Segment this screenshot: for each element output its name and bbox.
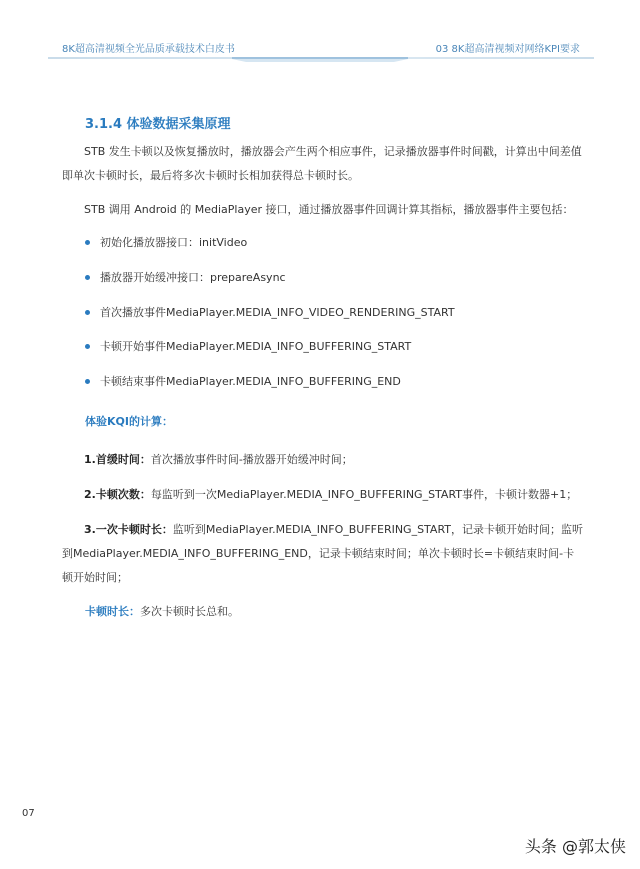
bullet-text: 卡顿开始事件MediaPlayer.MEDIA_INFO_BUFFERING_START xyxy=(100,340,412,354)
kqi-label: 2.卡顿次数： xyxy=(84,488,151,501)
kqi-heading: 体验KQI的计算： xyxy=(85,415,173,428)
bullet-dot-icon xyxy=(85,344,90,349)
bullet-dot-icon xyxy=(85,275,90,280)
list-item xyxy=(85,336,585,371)
bullet-text: 首次播放事件MediaPlayer.MEDIA_INFO_VIDEO_RENDERING_START xyxy=(100,305,455,319)
page-number: 07 xyxy=(22,808,35,819)
summary-label: 卡顿时长： xyxy=(85,605,140,618)
bullet-dot-icon xyxy=(85,379,90,384)
kqi-stall-count xyxy=(62,483,584,507)
kqi-text: 首次播放事件时间-播放器开始缓冲时间； xyxy=(150,453,353,466)
section-title: 3.1.4 体验数据采集原理 xyxy=(85,117,231,132)
kqi-label: 3.一次卡顿时长： xyxy=(84,523,173,536)
header-left-title: 8K超高清视频全光品质承载技术白皮书 xyxy=(62,44,235,55)
kqi-text: 每监听到一次MediaPlayer.MEDIA_INFO_BUFFERING_START事件，卡顿计数器+1； xyxy=(150,488,578,501)
header-right-title: 03 8K超高清视频对网络KPI要求 xyxy=(435,44,580,55)
bullet-text: 卡顿结束事件MediaPlayer.MEDIA_INFO_BUFFERING_END xyxy=(100,375,401,388)
list-item xyxy=(85,371,585,406)
paragraph-stall-principle: STB 发生卡顿以及恢复播放时，播放器会产生两个相应事件，记录播放器事件时间戳，计算出中间差值即单次卡顿时长，最后将多次卡顿时长相加获得总卡顿时长。 xyxy=(62,145,582,182)
list-item xyxy=(85,267,585,302)
header-rule-accent xyxy=(232,57,408,59)
kqi-first-buffer-time xyxy=(62,448,584,472)
kqi-single-stall-duration xyxy=(62,518,584,590)
event-bullet-list xyxy=(85,232,585,406)
header-rule-wedge xyxy=(232,59,408,62)
bullet-dot-icon xyxy=(85,310,90,315)
bullet-text: 初始化播放器接口：initVideo xyxy=(100,236,248,249)
kqi-text: 监听到MediaPlayer.MEDIA_INFO_BUFFERING_START，记录卡顿开始时间；监听到MediaPlayer.MEDIA_INFO_BUFFERING_END，记录卡顿结束时间；单次卡顿时长=卡顿结束时间-卡顿开始时间； xyxy=(62,523,584,584)
bullet-text: 播放器开始缓冲接口：prepareAsync xyxy=(100,270,286,284)
list-item xyxy=(85,302,585,337)
kqi-label: 1.首缓时间： xyxy=(84,453,151,466)
watermark: 头条 @郭太侠 xyxy=(524,837,626,856)
paragraph-mediaplayer-events: STB 调用 Android 的 MediaPlayer 接口，通过播放器事件回调计算其指标，播放器事件主要包括： xyxy=(84,203,574,216)
bullet-dot-icon xyxy=(85,240,90,245)
summary-text: 多次卡顿时长总和。 xyxy=(140,605,239,618)
kqi-total-stall-duration xyxy=(85,600,239,624)
list-item xyxy=(85,232,585,267)
